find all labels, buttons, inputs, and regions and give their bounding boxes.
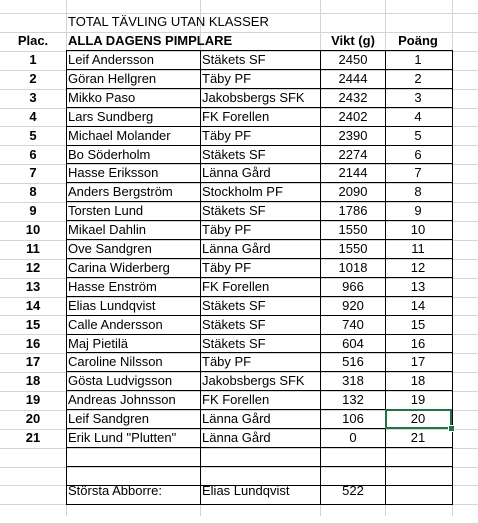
largest-perch-weight[interactable]: 522	[342, 483, 364, 498]
cell-points[interactable]: 12	[410, 260, 426, 275]
cell-club[interactable]: Stäkets SF	[202, 203, 266, 218]
cell-points[interactable]: 11	[411, 241, 425, 256]
cell-name[interactable]: Göran Hellgren	[68, 71, 157, 86]
cell-name[interactable]: Anders Bergström	[68, 184, 173, 199]
border-horizontal	[66, 352, 453, 353]
cell-weight[interactable]: 2444	[338, 71, 368, 86]
cell-club[interactable]: Länna Gård	[202, 430, 271, 445]
border-horizontal	[66, 145, 453, 146]
cell-name[interactable]: Hasse Enström	[68, 279, 157, 294]
cell-weight[interactable]: 2390	[338, 128, 368, 143]
border-horizontal	[66, 315, 453, 316]
cell-placement[interactable]: 3	[29, 90, 37, 105]
cell-club[interactable]: Täby PF	[202, 354, 252, 369]
cell-weight[interactable]: 2144	[338, 165, 368, 180]
cell-placement[interactable]: 15	[25, 317, 41, 332]
cell-weight[interactable]: 2274	[338, 147, 368, 162]
cell-name[interactable]: Bo Söderholm	[68, 147, 151, 162]
cell-name[interactable]: Elias Lundqvist	[68, 298, 156, 313]
cell-weight[interactable]: 1786	[338, 203, 368, 218]
cell-name[interactable]: Carina Widerberg	[68, 260, 170, 275]
cell-weight[interactable]: 516	[342, 354, 364, 369]
fill-handle[interactable]	[448, 425, 455, 432]
cell-weight[interactable]: 2090	[338, 184, 368, 199]
cell-placement[interactable]: 6	[29, 147, 37, 162]
cell-placement[interactable]: 18	[25, 373, 41, 388]
cell-club[interactable]: Länna Gård	[202, 241, 271, 256]
cell-name[interactable]: Erik Lund "Plutten"	[68, 430, 177, 445]
cell-weight[interactable]: 318	[342, 373, 364, 388]
border-horizontal	[66, 371, 453, 372]
cell-club[interactable]: Länna Gård	[202, 411, 271, 426]
cell-placement[interactable]: 5	[29, 128, 37, 143]
cell-placement[interactable]: 21	[25, 430, 41, 445]
cell-placement[interactable]: 12	[25, 260, 41, 275]
cell-weight[interactable]: 132	[342, 392, 364, 407]
header-weight[interactable]: Vikt (g)	[331, 33, 375, 48]
cell-name[interactable]: Maj Pietilä	[68, 336, 128, 351]
gridline-horizontal	[0, 467, 478, 468]
cell-points[interactable]: 8	[414, 184, 422, 199]
active-cell-selection[interactable]	[385, 409, 452, 429]
cell-name[interactable]: Leif Sandgren	[68, 411, 149, 426]
cell-points[interactable]: 21	[410, 430, 426, 445]
cell-club[interactable]: Täby PF	[202, 222, 252, 237]
border-horizontal	[66, 182, 453, 183]
cell-name[interactable]: Caroline Nilsson	[68, 354, 163, 369]
cell-club[interactable]: FK Forellen	[202, 109, 270, 124]
cell-weight[interactable]: 2450	[338, 52, 368, 67]
border-horizontal	[66, 201, 453, 202]
border-horizontal	[66, 277, 453, 278]
cell-placement[interactable]: 20	[25, 411, 41, 426]
cell-name[interactable]: Ove Sandgren	[68, 241, 152, 256]
cell-weight[interactable]: 1018	[338, 260, 368, 275]
cell-placement[interactable]: 9	[29, 203, 37, 218]
cell-club[interactable]: Täby PF	[202, 260, 252, 275]
sheet-title[interactable]: TOTAL TÄVLING UTAN KLASSER	[68, 14, 269, 29]
border-horizontal	[66, 163, 453, 164]
cell-name[interactable]: Hasse Eriksson	[68, 165, 159, 180]
cell-points[interactable]: 13	[410, 279, 426, 294]
cell-points[interactable]: 2	[414, 71, 422, 86]
cell-points[interactable]: 19	[410, 392, 426, 407]
cell-points[interactable]: 14	[410, 298, 426, 313]
border-horizontal	[66, 69, 453, 70]
cell-points[interactable]: 10	[410, 222, 426, 237]
cell-points[interactable]: 9	[414, 203, 422, 218]
cell-club[interactable]: Täby PF	[202, 71, 252, 86]
border-horizontal	[66, 258, 453, 259]
cell-club[interactable]: Stäkets SF	[202, 336, 266, 351]
cell-club[interactable]: Stäkets SF	[202, 52, 266, 67]
cell-club[interactable]: Täby PF	[202, 128, 252, 143]
cell-placement[interactable]: 10	[25, 222, 41, 237]
border-horizontal	[66, 239, 453, 240]
cell-points[interactable]: 6	[414, 147, 422, 162]
border-horizontal	[66, 220, 453, 221]
cell-weight[interactable]: 920	[342, 298, 364, 313]
cell-points[interactable]: 17	[410, 354, 426, 369]
cell-points[interactable]: 16	[410, 336, 426, 351]
cell-points[interactable]: 5	[414, 128, 422, 143]
header-plac[interactable]: Plac.	[17, 33, 49, 48]
border-horizontal	[66, 107, 453, 108]
cell-name[interactable]: Leif Andersson	[68, 52, 155, 67]
border-horizontal	[66, 466, 453, 467]
cell-name[interactable]: Mikael Dahlin	[68, 222, 147, 237]
cell-placement[interactable]: 11	[26, 241, 40, 256]
cell-weight[interactable]: 1550	[338, 241, 368, 256]
cell-name[interactable]: Michael Molander	[68, 128, 171, 143]
cell-points[interactable]: 15	[410, 317, 426, 332]
cell-placement[interactable]: 8	[29, 184, 37, 199]
cell-name[interactable]: Andreas Johnsson	[68, 392, 176, 407]
cell-points[interactable]: 18	[410, 373, 426, 388]
cell-points[interactable]: 7	[414, 165, 422, 180]
gridline-horizontal	[0, 448, 478, 449]
cell-points[interactable]: 3	[414, 90, 422, 105]
border-horizontal	[66, 447, 453, 448]
cell-name[interactable]: Lars Sundberg	[68, 109, 154, 124]
cell-club[interactable]: Jakobsbergs SFK	[202, 373, 305, 388]
cell-placement[interactable]: 4	[29, 109, 37, 124]
cell-club[interactable]: FK Forellen	[202, 392, 270, 407]
cell-points[interactable]: 20	[410, 411, 426, 426]
cell-placement[interactable]: 13	[25, 279, 41, 294]
cell-placement[interactable]: 14	[25, 298, 41, 313]
border-horizontal	[66, 50, 453, 51]
cell-name[interactable]: Gösta Ludvigsson	[68, 373, 173, 388]
cell-placement[interactable]: 1	[29, 52, 37, 67]
border-horizontal	[66, 126, 453, 127]
cell-placement[interactable]: 17	[25, 354, 41, 369]
cell-name[interactable]: Mikko Paso	[68, 90, 136, 105]
header-name[interactable]: ALLA DAGENS PIMPLARE	[68, 33, 233, 48]
largest-perch-name[interactable]: Elias Lundqvist	[202, 483, 290, 498]
cell-club[interactable]: FK Forellen	[202, 279, 270, 294]
border-horizontal	[66, 334, 453, 335]
cell-weight[interactable]: 0	[349, 430, 357, 445]
cell-weight[interactable]: 740	[342, 317, 364, 332]
border-horizontal	[66, 390, 453, 391]
cell-club[interactable]: Stockholm PF	[202, 184, 283, 199]
border-horizontal	[66, 296, 453, 297]
cell-club[interactable]: Jakobsbergs SFK	[202, 90, 305, 105]
cell-name[interactable]: Calle Andersson	[68, 317, 163, 332]
cell-weight[interactable]: 1550	[338, 222, 368, 237]
cell-placement[interactable]: 19	[25, 392, 41, 407]
cell-placement[interactable]: 2	[29, 71, 37, 86]
cell-club[interactable]: Länna Gård	[202, 165, 271, 180]
cell-points[interactable]: 4	[414, 109, 422, 124]
cell-name[interactable]: Torsten Lund	[68, 203, 144, 218]
cell-weight[interactable]: 604	[342, 336, 364, 351]
border-horizontal	[66, 88, 453, 89]
cell-weight[interactable]: 966	[342, 279, 364, 294]
cell-club[interactable]: Stäkets SF	[202, 317, 266, 332]
cell-placement[interactable]: 7	[29, 165, 37, 180]
cell-weight[interactable]: 106	[342, 411, 364, 426]
largest-perch-label[interactable]: Största Abborre:	[68, 483, 162, 498]
cell-club[interactable]: Stäkets SF	[202, 298, 266, 313]
cell-weight[interactable]: 2432	[338, 90, 368, 105]
cell-placement[interactable]: 16	[25, 336, 41, 351]
header-points[interactable]: Poäng	[398, 33, 438, 48]
cell-weight[interactable]: 2402	[338, 109, 368, 124]
border-horizontal	[66, 504, 453, 505]
cell-club[interactable]: Stäkets SF	[202, 147, 266, 162]
cell-points[interactable]: 1	[414, 52, 422, 67]
